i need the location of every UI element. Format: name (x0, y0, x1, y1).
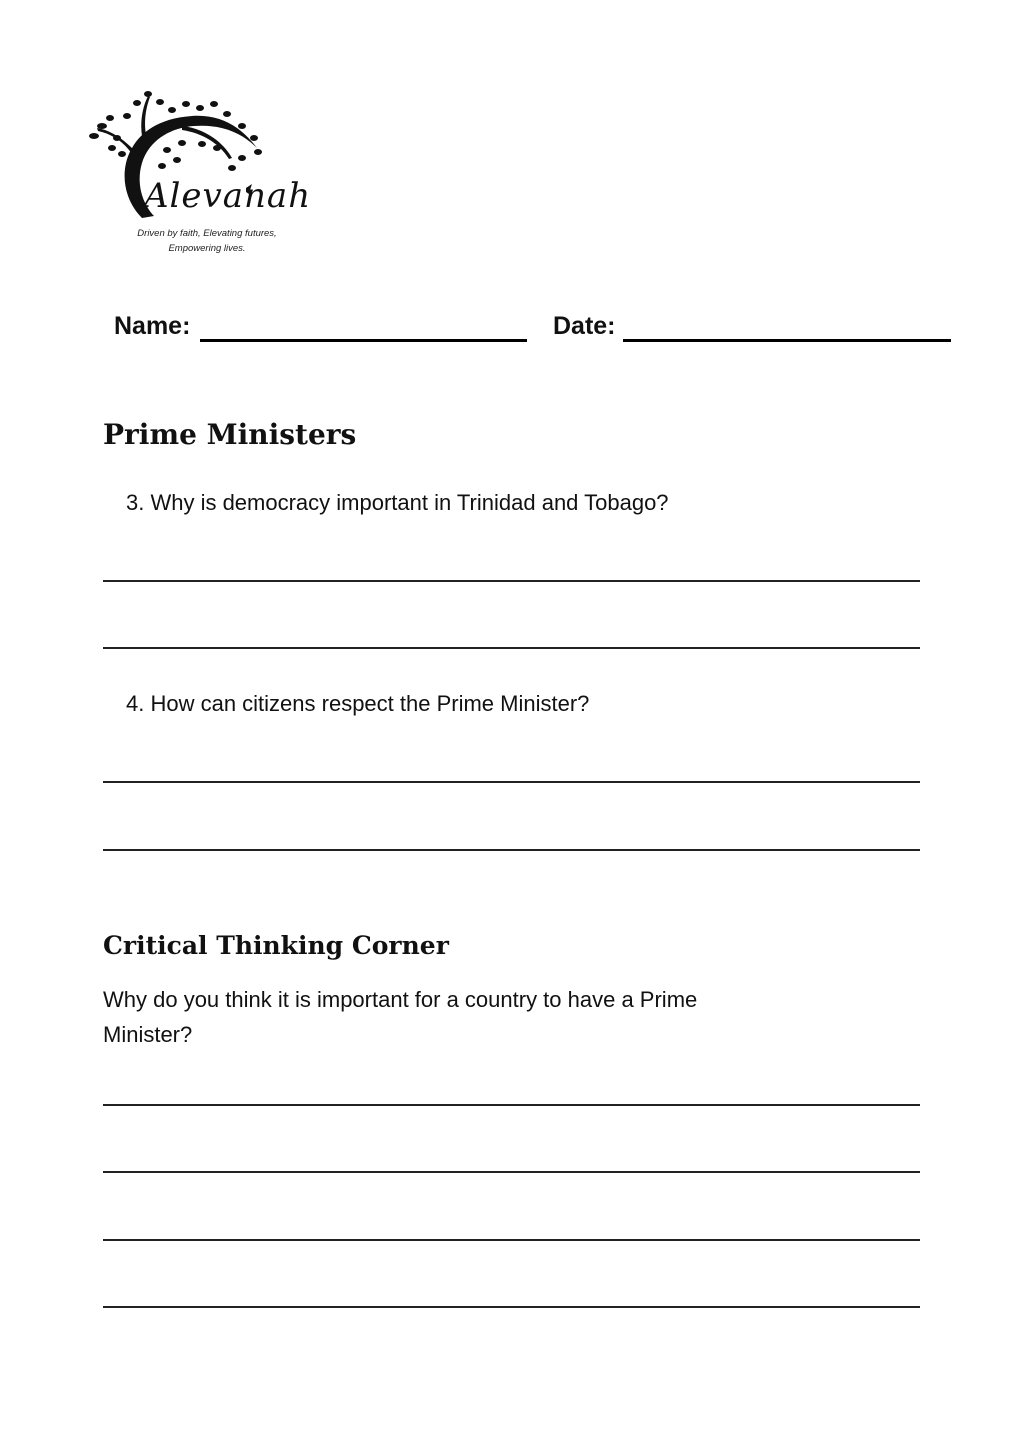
answer-line[interactable] (103, 1104, 920, 1106)
section-title-critical-thinking: Critical Thinking Corner (103, 931, 449, 960)
date-label: Date: (553, 312, 616, 340)
tagline-line: Empowering lives. (168, 243, 246, 254)
critical-thinking-prompt (103, 982, 697, 1052)
answer-line[interactable] (103, 1306, 920, 1308)
prompt-line: Minister? (103, 1022, 193, 1047)
question-4: 4. How can citizens respect the Prime Minister? (126, 691, 590, 716)
alevanah-logo (82, 88, 312, 263)
answer-line[interactable] (103, 781, 920, 783)
tagline-line: Driven by faith, Elevating futures, (137, 228, 277, 239)
answer-line[interactable] (103, 849, 920, 851)
prompt-line: Why do you think it is important for a country to have a Prime (103, 987, 698, 1012)
date-field[interactable] (623, 339, 951, 342)
logo-tagline (122, 226, 292, 256)
question-3: 3. Why is democracy important in Trinidad and Tobago? (126, 490, 669, 515)
name-label: Name: (114, 312, 191, 340)
answer-line[interactable] (103, 580, 920, 582)
answer-line[interactable] (103, 1239, 920, 1241)
section-title-prime-ministers: Prime Ministers (103, 418, 357, 451)
logo-brand: Alevanah (144, 176, 312, 216)
answer-line[interactable] (103, 647, 920, 649)
answer-line[interactable] (103, 1171, 920, 1173)
name-field[interactable] (200, 339, 527, 342)
